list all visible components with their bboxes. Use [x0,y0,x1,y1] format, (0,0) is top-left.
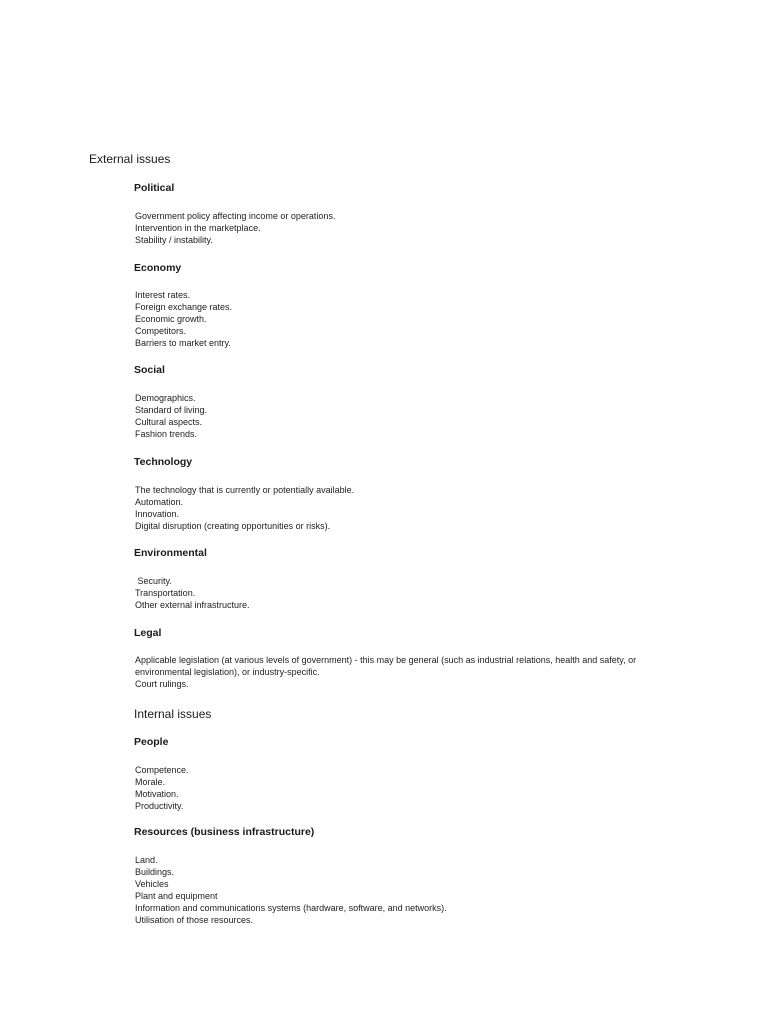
list-item: Automation. [135,497,184,507]
list-item: Plant and equipment [135,891,218,901]
list-item: Competitors. [135,326,187,336]
section-title-internal: Internal issues [134,707,212,721]
subsection-body-environmental [135,575,665,611]
list-item: Standard of living. [135,405,208,415]
list-item: Barriers to market entry. [135,338,231,348]
list-item: Digital disruption (creating opportunities or risks). [135,521,331,531]
subsection-heading-resources: Resources (business infrastructure) [134,826,315,838]
subsection-body-legal [135,654,665,690]
list-item: Demographics. [135,393,196,403]
subsection-heading-political: Political [134,182,175,194]
list-item: Stability / instability. [135,235,213,245]
list-item: Cultural aspects. [135,417,203,427]
list-item: Security. [135,576,172,586]
subsection-heading-technology: Technology [134,456,193,468]
list-item: Productivity. [135,801,184,811]
subsection-body-technology [135,484,665,532]
list-item: Land. [135,855,158,865]
subsection-body-people [135,764,665,812]
list-item: Other external infrastructure. [135,600,250,610]
list-item: Innovation. [135,509,180,519]
subsection-heading-environmental: Environmental [134,547,207,559]
list-item: Information and communications systems (hardware, software, and networks). [135,903,447,913]
subsection-heading-social: Social [134,364,165,376]
list-item: Interest rates. [135,290,191,300]
list-item: Transportation. [135,588,196,598]
list-item: Competence. [135,765,189,775]
subsection-heading-people: People [134,736,169,748]
subsection-body-resources [135,854,665,926]
list-item: Court rulings. [135,679,189,689]
list-item: Applicable legislation (at various levels of government) - this may be general (such as industrial relations, health and safety, or environmental legislation), or industry-specific. [135,655,637,677]
list-item: Economic growth. [135,314,207,324]
list-item: Vehicles [135,879,169,889]
list-item: Motivation. [135,789,179,799]
subsection-body-social [135,392,665,440]
list-item: Fashion trends. [135,429,198,439]
list-item: Buildings. [135,867,175,877]
list-item: The technology that is currently or potentially available. [135,485,355,495]
list-item: Foreign exchange rates. [135,302,233,312]
list-item: Utilisation of those resources. [135,915,254,925]
list-item: Intervention in the marketplace. [135,223,261,233]
section-title-external: External issues [89,152,171,166]
subsection-body-economy [135,289,665,349]
subsection-body-political [135,210,665,246]
list-item: Morale. [135,777,166,787]
subsection-heading-legal: Legal [134,627,162,639]
list-item: Government policy affecting income or operations. [135,211,336,221]
subsection-heading-economy: Economy [134,262,182,274]
